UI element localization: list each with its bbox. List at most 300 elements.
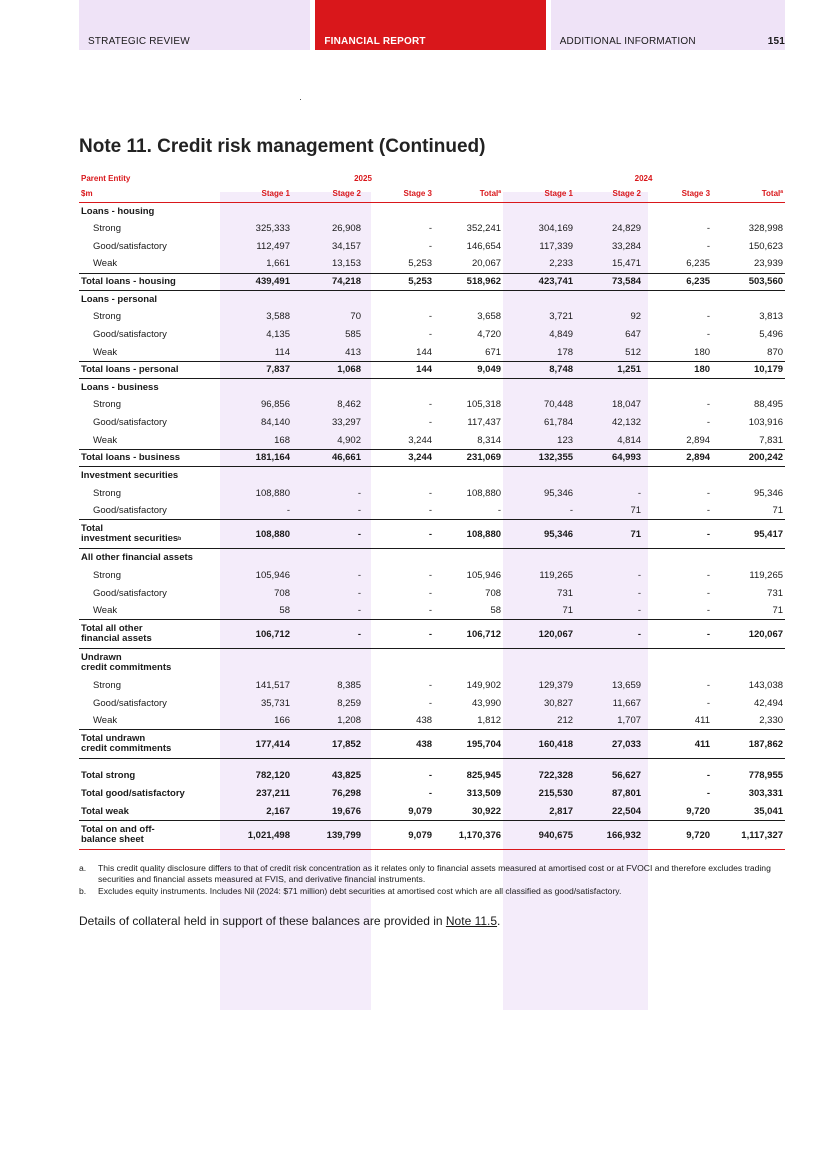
- row-label: Strong: [93, 569, 121, 581]
- value-cell: -: [637, 569, 642, 581]
- value-cell: 3,813: [759, 311, 784, 323]
- value-cell: 95,346: [503, 520, 575, 549]
- value-cell: 144: [416, 346, 433, 358]
- row-label: Strong: [93, 487, 121, 499]
- value-cell: 303,331: [748, 788, 784, 800]
- value-cell: 423,741: [503, 273, 575, 290]
- footnote-mark: b.: [79, 886, 87, 896]
- value-cell: 71: [772, 504, 784, 516]
- value-cell: 108,880: [466, 487, 502, 499]
- value-cell: -: [637, 605, 642, 617]
- value-cell: 70: [350, 311, 361, 323]
- value-cell: 2,167: [266, 805, 290, 817]
- value-cell: 4,902: [337, 434, 361, 446]
- total-row-investment: [79, 520, 785, 549]
- value-cell: -: [428, 487, 433, 499]
- value-cell: -: [286, 504, 290, 516]
- value-cell: 5,253: [408, 258, 433, 270]
- value-cell: 325,333: [255, 223, 290, 235]
- value-cell: 13,153: [331, 258, 361, 270]
- credit-quality-table: [79, 170, 785, 850]
- value-cell: -: [706, 788, 711, 800]
- row-label: Strong: [93, 223, 121, 235]
- value-cell: -: [706, 399, 711, 411]
- total-row-personal: [79, 361, 785, 378]
- value-cell: 9,720: [643, 821, 712, 850]
- value-cell: 3,588: [266, 311, 290, 323]
- header-stage-1: Stage 1: [503, 186, 575, 202]
- table-row: [79, 567, 785, 585]
- value-cell: 84,140: [260, 417, 290, 429]
- value-cell: 119,265: [749, 569, 784, 581]
- value-cell: 585: [345, 329, 361, 341]
- summary-row: [79, 803, 785, 821]
- section-label: Loans - business: [81, 381, 159, 393]
- value-cell: 4,720: [477, 329, 502, 341]
- row-label: Weak: [93, 258, 118, 270]
- table-row: [79, 220, 785, 238]
- footnote-b: [79, 886, 779, 897]
- value-cell: 17,852: [292, 730, 363, 759]
- header-stage-2: Stage 2: [292, 186, 363, 202]
- total-row-undrawn: [79, 730, 785, 759]
- summary-label: Total strong: [81, 770, 136, 782]
- value-cell: 231,069: [434, 449, 503, 466]
- summary-label: Total good/satisfactory: [81, 788, 185, 800]
- total-row-business: [79, 449, 785, 466]
- value-cell: -: [357, 569, 361, 581]
- value-cell: -: [428, 569, 433, 581]
- value-cell: 200,242: [712, 449, 785, 466]
- value-cell: 96,856: [260, 399, 290, 411]
- summary-row: [79, 785, 785, 803]
- details-text: Details of collateral held in support of these balances are provided in: [79, 914, 446, 928]
- value-cell: 87,801: [611, 788, 642, 800]
- page-title: Note 11. Credit risk management (Continued): [79, 136, 486, 157]
- footnote-ref-a: a: [498, 189, 502, 196]
- value-cell: 825,945: [466, 770, 502, 782]
- value-cell: 438: [416, 715, 433, 727]
- value-cell: 2,817: [549, 805, 574, 817]
- value-cell: -: [428, 417, 433, 429]
- value-cell: 352,241: [466, 223, 502, 235]
- row-label: Good/satisfactory: [93, 504, 167, 516]
- footnote-ref-a: a: [780, 189, 784, 196]
- value-cell: 108,880: [220, 520, 292, 549]
- section-label: Loans - housing: [81, 205, 155, 217]
- value-cell: 46,661: [292, 449, 363, 466]
- value-cell: 3,721: [549, 311, 574, 323]
- value-cell: -: [428, 311, 433, 323]
- total-label: Total investment securities$^b$: [79, 520, 220, 549]
- value-cell: 112,497: [256, 241, 290, 253]
- value-cell: -: [706, 605, 711, 617]
- section-label: Loans - personal: [81, 293, 158, 305]
- value-cell: 5,253: [363, 273, 434, 290]
- value-cell: -: [357, 605, 361, 617]
- value-cell: 24,829: [611, 223, 642, 235]
- row-label: Weak: [93, 605, 118, 617]
- header-blank: [712, 170, 785, 186]
- row-label: Strong: [93, 679, 121, 691]
- value-cell: 9,079: [408, 805, 433, 817]
- total-label: Total loans - personal: [79, 361, 220, 378]
- stray-mark: [300, 99, 301, 100]
- value-cell: 71: [575, 520, 643, 549]
- value-cell: 58: [279, 605, 290, 617]
- section-label: Undrawn credit commitments: [81, 651, 172, 673]
- value-cell: 1,208: [337, 715, 361, 727]
- value-cell: 108,880: [255, 487, 290, 499]
- value-cell: 76,298: [331, 788, 361, 800]
- value-cell: 23,939: [753, 258, 784, 270]
- value-cell: -: [706, 504, 711, 516]
- value-cell: 150,623: [748, 241, 784, 253]
- value-cell: -: [706, 223, 711, 235]
- value-cell: 5,496: [759, 329, 784, 341]
- spacer-cell: [79, 759, 785, 767]
- value-cell: 1,812: [477, 715, 502, 727]
- table-row: [79, 414, 785, 432]
- note-11-5-link[interactable]: Note 11.5: [445, 914, 498, 928]
- value-cell: 146,654: [466, 241, 502, 253]
- value-cell: 3,244: [363, 449, 434, 466]
- value-cell: 8,462: [337, 399, 361, 411]
- header-stage-3: Stage 3: [363, 186, 434, 202]
- value-cell: 30,922: [471, 805, 502, 817]
- section-label: All other financial assets: [81, 552, 193, 564]
- value-cell: -: [363, 620, 434, 649]
- value-cell: -: [428, 504, 433, 516]
- value-cell: -: [706, 697, 711, 709]
- value-cell: 647: [625, 329, 642, 341]
- value-cell: 177,414: [220, 730, 292, 759]
- spacer-row: [79, 759, 785, 767]
- value-cell: -: [428, 399, 433, 411]
- value-cell: 671: [485, 346, 502, 358]
- table-row: [79, 484, 785, 502]
- grand-total-label: Total on and off- balance sheet: [79, 821, 220, 850]
- value-cell: 313,509: [466, 788, 502, 800]
- value-cell: 92: [630, 311, 642, 323]
- footnote-text: Excludes equity instruments. Includes Nil (2024: $71 million) debt securities at amortised cost which are all classified as good/satisfactory.: [98, 886, 622, 896]
- value-cell: 870: [767, 346, 784, 358]
- value-cell: 61,784: [543, 417, 574, 429]
- value-cell: 6,235: [686, 258, 711, 270]
- value-cell: 123: [557, 434, 574, 446]
- value-cell: 105,946: [466, 569, 502, 581]
- value-cell: -: [706, 569, 711, 581]
- value-cell: 42,132: [611, 417, 642, 429]
- header-stage-3: Stage 3: [643, 186, 712, 202]
- header-total: Total$^a$: [712, 186, 785, 202]
- value-cell: 195,704: [434, 730, 503, 759]
- value-cell: 139,799: [292, 821, 363, 850]
- value-cell: 149,902: [466, 679, 502, 691]
- value-cell: 30,827: [543, 697, 574, 709]
- value-cell: -: [357, 587, 361, 599]
- section-label: Investment securities: [81, 469, 179, 481]
- value-cell: 103,916: [748, 417, 784, 429]
- row-label: Good/satisfactory: [93, 587, 167, 599]
- value-cell: 8,259: [337, 697, 361, 709]
- value-cell: 74,218: [292, 273, 363, 290]
- header-blank: [434, 170, 503, 186]
- header-total: Total$^a$: [434, 186, 503, 202]
- page-number: 151: [767, 36, 785, 47]
- value-cell: 43,990: [471, 697, 502, 709]
- value-cell: 13,659: [611, 679, 642, 691]
- row-label: Good/satisfactory: [93, 417, 167, 429]
- table-row: [79, 712, 785, 730]
- total-label: Total loans - business: [79, 449, 220, 466]
- row-label: Good/satisfactory: [93, 241, 167, 253]
- value-cell: 119,265: [539, 569, 574, 581]
- value-cell: 120,067: [503, 620, 575, 649]
- value-cell: -: [706, 241, 711, 253]
- value-cell: 129,379: [538, 679, 574, 691]
- total-row-housing: [79, 273, 785, 290]
- table-row: [79, 432, 785, 450]
- value-cell: 10,179: [712, 361, 785, 378]
- total-row-other: [79, 620, 785, 649]
- value-cell: 42,494: [753, 697, 784, 709]
- total-label: Total all other financial assets: [79, 620, 220, 649]
- header-stage-2: Stage 2: [575, 186, 643, 202]
- value-cell: -: [428, 697, 433, 709]
- value-cell: 43,825: [331, 770, 361, 782]
- value-cell: -: [428, 329, 433, 341]
- value-cell: 58: [490, 605, 502, 617]
- value-cell: 782,120: [255, 770, 290, 782]
- value-cell: 120,067: [712, 620, 785, 649]
- table-row: [79, 602, 785, 620]
- value-cell: 73,584: [575, 273, 643, 290]
- value-cell: -: [706, 329, 711, 341]
- value-cell: -: [569, 504, 574, 516]
- footnote-a: [79, 863, 779, 885]
- section-header-investment: [79, 466, 785, 484]
- value-cell: -: [706, 487, 711, 499]
- value-cell: 166,932: [575, 821, 643, 850]
- value-cell: 95,346: [543, 487, 574, 499]
- value-cell: 64,993: [575, 449, 643, 466]
- value-cell: -: [637, 487, 642, 499]
- value-cell: 3,244: [408, 434, 433, 446]
- row-label: Weak: [93, 346, 118, 358]
- value-cell: 411: [643, 730, 712, 759]
- value-cell: 1,021,498: [220, 821, 292, 850]
- value-cell: -: [575, 620, 643, 649]
- row-label: Weak: [93, 715, 118, 727]
- value-cell: 4,849: [549, 329, 574, 341]
- table-row: [79, 584, 785, 602]
- value-cell: -: [357, 487, 361, 499]
- value-cell: 7,831: [759, 434, 784, 446]
- nav-financial-label: FINANCIAL REPORT: [324, 36, 426, 47]
- value-cell: 722,328: [538, 770, 574, 782]
- value-cell: 212: [557, 715, 574, 727]
- collateral-details: [79, 914, 500, 928]
- nav-financial-report[interactable]: [315, 0, 545, 50]
- value-cell: 1,117,327: [712, 821, 785, 850]
- value-cell: 35,041: [753, 805, 784, 817]
- value-cell: -: [643, 620, 712, 649]
- value-cell: -: [706, 679, 711, 691]
- value-cell: -: [428, 605, 433, 617]
- header-row-stages: [79, 186, 785, 202]
- value-cell: 8,314: [477, 434, 502, 446]
- value-cell: -: [357, 504, 361, 516]
- value-cell: 7,837: [220, 361, 292, 378]
- value-cell: 95,417: [712, 520, 785, 549]
- value-cell: 3,658: [477, 311, 502, 323]
- footnote-text: This credit quality disclosure differs to that of credit risk concentration as it relates only to financial assets measured at amortised cost or at FVOCI and therefore excludes trading securities and financial assets measured at FVIS, and derivative financial instruments.: [98, 863, 771, 884]
- value-cell: 1,707: [617, 715, 642, 727]
- row-label: Strong: [93, 311, 121, 323]
- details-end: .: [497, 914, 501, 928]
- value-cell: 9,079: [363, 821, 434, 850]
- row-label: Strong: [93, 399, 121, 411]
- value-cell: -: [363, 520, 434, 549]
- value-cell: 105,318: [466, 399, 502, 411]
- value-cell: 18,047: [611, 399, 642, 411]
- value-cell: 181,164: [220, 449, 292, 466]
- header-unit: $m: [79, 186, 220, 202]
- nav-strategic-label: STRATEGIC REVIEW: [88, 36, 190, 47]
- value-cell: 108,880: [434, 520, 503, 549]
- value-cell: 71: [772, 605, 784, 617]
- value-cell: -: [292, 520, 363, 549]
- value-cell: 2,894: [643, 449, 712, 466]
- row-label: Good/satisfactory: [93, 329, 167, 341]
- value-cell: 708: [485, 587, 502, 599]
- value-cell: 4,814: [617, 434, 642, 446]
- table-row: [79, 343, 785, 361]
- value-cell: 1,251: [575, 361, 643, 378]
- value-cell: 71: [562, 605, 574, 617]
- value-cell: 19,676: [331, 805, 361, 817]
- value-cell: 15,471: [611, 258, 642, 270]
- value-cell: 180: [694, 346, 711, 358]
- value-cell: 1,170,376: [434, 821, 503, 850]
- value-cell: 2,330: [759, 715, 784, 727]
- value-cell: 439,491: [220, 273, 292, 290]
- section-header-business: [79, 378, 785, 396]
- value-cell: -: [706, 587, 711, 599]
- value-cell: 11,667: [612, 697, 642, 709]
- header-year-2025: 2025: [354, 173, 372, 183]
- value-cell: 512: [625, 346, 642, 358]
- footnote-ref-b: b: [178, 536, 182, 543]
- header-stage-1: Stage 1: [220, 186, 292, 202]
- value-cell: 4,135: [266, 329, 290, 341]
- total-label: Total undrawn credit commitments: [79, 730, 220, 759]
- credit-quality-table-wrapper: [79, 170, 785, 850]
- value-cell: 518,962: [434, 273, 503, 290]
- section-header-undrawn: [79, 649, 785, 677]
- value-cell: -: [706, 770, 711, 782]
- top-navigation: [79, 0, 785, 50]
- value-cell: 105,946: [255, 569, 290, 581]
- value-cell: 9,049: [434, 361, 503, 378]
- value-cell: 166: [274, 715, 290, 727]
- value-cell: 106,712: [434, 620, 503, 649]
- table-row: [79, 326, 785, 344]
- value-cell: -: [428, 223, 433, 235]
- value-cell: 95,346: [753, 487, 784, 499]
- value-cell: 1,661: [266, 258, 290, 270]
- header-blank: [503, 170, 575, 186]
- value-cell: 708: [274, 587, 290, 599]
- table-row: [79, 502, 785, 520]
- nav-additional-information[interactable]: [551, 0, 785, 50]
- value-cell: 187,862: [712, 730, 785, 759]
- value-cell: 328,998: [748, 223, 784, 235]
- value-cell: -: [428, 770, 433, 782]
- value-cell: 56,627: [611, 770, 642, 782]
- value-cell: 88,495: [753, 399, 784, 411]
- value-cell: 940,675: [503, 821, 575, 850]
- nav-strategic-review[interactable]: [79, 0, 310, 50]
- value-cell: 33,297: [331, 417, 361, 429]
- value-cell: -: [643, 520, 712, 549]
- value-cell: 2,894: [686, 434, 711, 446]
- row-label: Weak: [93, 434, 118, 446]
- section-header-personal: [79, 290, 785, 308]
- value-cell: 20,067: [471, 258, 502, 270]
- value-cell: -: [428, 679, 433, 691]
- table-row: [79, 308, 785, 326]
- table-row: [79, 238, 785, 256]
- value-cell: 35,731: [260, 697, 290, 709]
- value-cell: 34,157: [331, 241, 361, 253]
- value-cell: 438: [363, 730, 434, 759]
- value-cell: 1,068: [292, 361, 363, 378]
- value-cell: -: [637, 587, 642, 599]
- value-cell: 9,720: [686, 805, 711, 817]
- row-label: Good/satisfactory: [93, 697, 167, 709]
- value-cell: 8,748: [503, 361, 575, 378]
- value-cell: 178: [557, 346, 574, 358]
- value-cell: 27,033: [575, 730, 643, 759]
- table-row: [79, 677, 785, 695]
- value-cell: 132,355: [503, 449, 575, 466]
- value-cell: 503,560: [712, 273, 785, 290]
- value-cell: 304,169: [538, 223, 574, 235]
- value-cell: 215,530: [538, 788, 574, 800]
- value-cell: 731: [557, 587, 574, 599]
- value-cell: 180: [643, 361, 712, 378]
- value-cell: -: [497, 504, 502, 516]
- value-cell: 144: [363, 361, 434, 378]
- header-year-2024: 2024: [634, 173, 653, 183]
- value-cell: 160,418: [503, 730, 575, 759]
- value-cell: -: [706, 311, 711, 323]
- value-cell: 237,211: [256, 788, 290, 800]
- section-header-housing: [79, 202, 785, 220]
- total-label: Total loans - housing: [79, 273, 220, 290]
- value-cell: -: [428, 587, 433, 599]
- value-cell: 117,339: [539, 241, 574, 253]
- summary-label: Total weak: [81, 805, 129, 817]
- header-blank: [220, 170, 292, 186]
- value-cell: 70,448: [543, 399, 574, 411]
- value-cell: -: [292, 620, 363, 649]
- table-row: [79, 255, 785, 273]
- value-cell: 141,517: [255, 679, 290, 691]
- value-cell: -: [428, 241, 433, 253]
